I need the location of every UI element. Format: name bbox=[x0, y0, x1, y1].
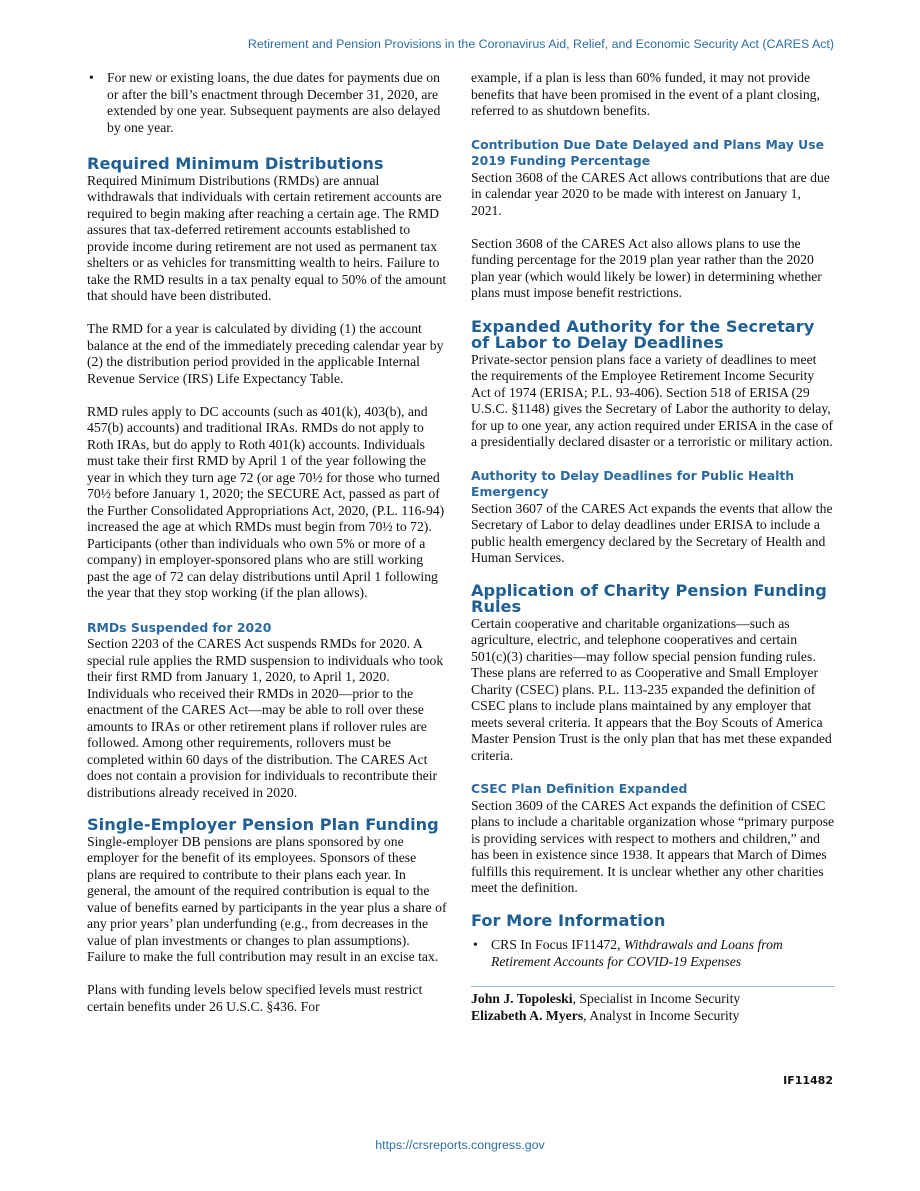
expanded-authority-paragraph: Private-sector pension plans face a variety of deadlines to meet the requirements of the Employee Retirement Income Security Act of 1974 (ERISA; P.L. 93-406). Section 518 of ERISA (29 U.S.C. §1148) gives the Secretary of Labor the authority to delay, for up to one year, any action required under ERISA in the case of a presidentially declared disaster or a terroristic or military action. bbox=[471, 351, 834, 449]
bullet-icon: • bbox=[473, 937, 478, 952]
subheading-contribution-due-date: Contribution Due Date Delayed and Plans May Use 2019 Funding Percentage bbox=[471, 136, 825, 168]
section-heading-expanded-authority: Expanded Authority for the Secretary of Labor to Delay Deadlines bbox=[471, 316, 815, 352]
subheading-csec-plan: CSEC Plan Definition Expanded bbox=[471, 781, 688, 796]
more-information-list bbox=[471, 937, 835, 970]
loan-bullet-list bbox=[87, 70, 448, 136]
list-item bbox=[471, 937, 835, 970]
section-heading-single-employer: Single-Employer Pension Plan Funding bbox=[87, 815, 439, 834]
charity-pension-paragraph: Certain cooperative and charitable organizations—such as agriculture, electric, and telephone cooperatives and certain 501(c)(3) charities—may follow special pension funding rules. These plans are referred to as Cooperative and Small Employer Charity (CSEC) plans. P.L. 113-235 expanded the definition of CSEC plans to include plans maintained by any employer that meets several criteria. It appears that the Boy Scouts of America Master Pension Trust is the only plan that has met these expanded criteria. bbox=[471, 615, 832, 763]
right-column bbox=[471, 70, 835, 1024]
continued-paragraph: example, if a plan is less than 60% funded, it may not provide benefits that have been promised in the event of a plant closing, referred to as shutdown benefits. bbox=[471, 70, 820, 118]
public-health-emergency-paragraph: Section 3607 of the CARES Act expands the events that allow the Secretary of Labor to delay deadlines under ERISA to include a public health emergency declared by the Secretary of Health and Human Services. bbox=[471, 500, 833, 565]
rmd-paragraph-3: RMD rules apply to DC accounts (such as 401(k), 403(b), and 457(b) accounts) and traditional IRAs. RMDs do not apply to Roth IRAs, but do apply to Roth 401(k) accounts. Individuals must take their first RMD by April 1 of the year following the year in which they turn age 72 (or age 70½ for those who turned 70½ before January 1, 2020; the SECURE Act, passed as part of the Further Consolidated Appropriations Act, 2020, (P.L. 116-94) increased the age at which RMDs must begin from 70½ to 72). Participants (other than individuals who own 5% or more of a company) in employer-sponsored plans who are still working past the age of 72 can delay distributions until April 1 following the year that they stop working (if the plan allows). bbox=[87, 403, 445, 600]
author-line bbox=[471, 1008, 835, 1025]
csec-plan-paragraph: Section 3609 of the CARES Act expands the definition of CSEC plans to include a charitable organization whose “primary purpose is providing services with respect to mothers and children,” and has been in existence since 1938. It appears that March of Dimes fulfills this requirement. It is unclear whether any other charities meet the definition. bbox=[471, 797, 835, 895]
list-item bbox=[87, 70, 448, 136]
page-header: Retirement and Pension Provisions in the Coronavirus Aid, Relief, and Economic Security Act (CARES Act) bbox=[247, 37, 834, 51]
reference-prefix: CRS In Focus IF11472, bbox=[491, 937, 624, 952]
single-employer-paragraph-1: Single-employer DB pensions are plans sponsored by one employer for the benefit of its employees. Sponsors of these plans are required to contribute to their plans each year. In general, the amount of the required contribution is equal to the value of benefits earned by participants in the year plus a share of any prior years’ plan underfunding (e.g., from decreases in the value of plan investments or changes to plan assumptions). Failure to make the full contribution may result in an excise tax. bbox=[87, 833, 447, 964]
subheading-public-health-emergency: Authority to Delay Deadlines for Public Health Emergency bbox=[471, 467, 795, 499]
rmds-suspended-paragraph: Section 2203 of the CARES Act suspends RMDs for 2020. A special rule applies the RMD suspension to individuals who took their first RMD from January 1, 2020, to April 1, 2020. Individuals who received their RMDs in 2020—prior to the enactment of the CARES Act—may be able to roll over these amounts to IRAs or other retirement plans if rollover rules are followed. Among other requirements, rollovers must be completed within 60 days of the distribution. The CARES Act does not contain a provision for individuals to recontribute their distributions already received in 2020. bbox=[87, 636, 444, 800]
bullet-text: For new or existing loans, the due dates for payments due on or after the bill’s enactment through December 31, 2020, are extended by one year. Subsequent payments are also delayed by one year. bbox=[107, 70, 441, 135]
contribution-paragraph-1: Section 3608 of the CARES Act allows contributions that are due in calendar year 2020 to be made with interest on January 1, 2021. bbox=[471, 169, 830, 218]
bullet-icon: • bbox=[89, 70, 94, 85]
author-role: , Analyst in Income Security bbox=[583, 1007, 740, 1023]
author-name: Elizabeth A. Myers bbox=[471, 1007, 584, 1023]
rmd-paragraph-1: Required Minimum Distributions (RMDs) are annual withdrawals that individuals with certain retirement accounts are required to begin making after reaching a certain age. The RMD assures that tax-deferred retirement accounts established to provide income during retirement are not used as permanent tax shelters or as vehicles for transmitting wealth to heirs. Failure to take the RMD results in a tax penalty equal to 50% of the amount that should have been distributed. bbox=[87, 172, 447, 303]
subheading-rmds-suspended: RMDs Suspended for 2020 bbox=[87, 619, 272, 635]
left-column bbox=[87, 70, 448, 1015]
contribution-paragraph-2: Section 3608 of the CARES Act also allows plans to use the funding percentage for the 2019 plan year rather than the 2020 plan year (which would likely be lower) in determining whether plans must impose benefit restrictions. bbox=[471, 235, 822, 300]
author-role: , Specialist in Income Security bbox=[572, 991, 741, 1006]
reference-title: Withdrawals and Loans from Retirement Accounts for COVID-19 Expenses bbox=[491, 937, 783, 969]
footer-url: https://crsreports.congress.gov bbox=[375, 1138, 545, 1152]
author-name: John J. Topoleski bbox=[471, 991, 573, 1006]
author-divider bbox=[471, 986, 835, 987]
section-heading-charity-pension: Application of Charity Pension Funding Rules bbox=[471, 580, 827, 616]
rmd-paragraph-2: The RMD for a year is calculated by dividing (1) the account balance at the end of the immediately preceding calendar year by (2) the distribution period provided in the applicable Internal Revenue Service (IRS) Life Expectancy Table. bbox=[87, 321, 444, 386]
section-heading-rmd: Required Minimum Distributions bbox=[87, 154, 384, 173]
product-code: IF11482 bbox=[783, 1074, 833, 1087]
section-heading-more-information: For More Information bbox=[471, 910, 666, 930]
author-line bbox=[471, 991, 835, 1008]
single-employer-paragraph-2: Plans with funding levels below specified levels must restrict certain benefits under 26 U.S.C. §436. For bbox=[87, 982, 423, 1014]
